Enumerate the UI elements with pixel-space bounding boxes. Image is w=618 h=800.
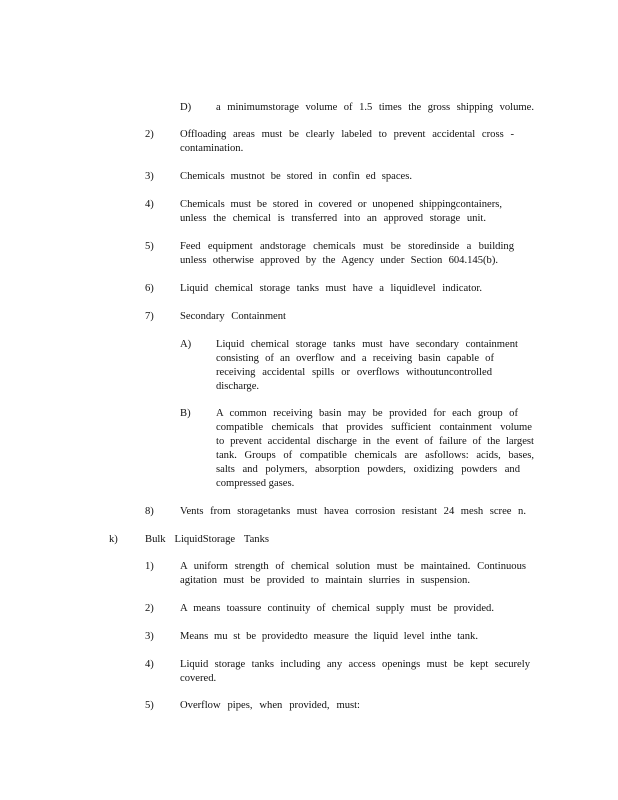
- item-text-3: [180, 170, 412, 184]
- item-label-2: 2): [145, 129, 154, 140]
- text-line: Liquid chemical storage tanks must have secondary containment: [216, 339, 518, 350]
- section-heading: Bulk LiquidStorage Tanks: [145, 534, 269, 545]
- item-text-5: [180, 240, 514, 268]
- item-text-7: [180, 310, 286, 324]
- section-label-k: k): [109, 534, 118, 545]
- item-text-k1: [180, 560, 526, 588]
- item-text-8: [180, 505, 526, 519]
- text-line: tank. Groups of compatible chemicals are asfollows: acids, bases,: [216, 450, 534, 461]
- text-line: agitation must be provided to maintain slurries in suspension.: [180, 575, 470, 586]
- text-line: Vents from storagetanks must havea corrosion resistant 24 mesh scree n.: [180, 506, 526, 517]
- item-text-2: [180, 128, 514, 156]
- item-label-5: 5): [145, 241, 154, 252]
- text-line: a minimumstorage volume of 1.5 times the gross shipping volume.: [216, 102, 534, 113]
- item-label-4: 4): [145, 199, 154, 210]
- text-line: consisting of an overflow and a receiving basin capable of: [216, 353, 494, 364]
- text-line: Liquid storage tanks including any access openings must be kept securely: [180, 659, 530, 670]
- item-label-7a: A): [180, 339, 192, 350]
- item-label-7b: B): [180, 408, 191, 419]
- text-line: Liquid chemical storage tanks must have a liquidlevel indicator.: [180, 283, 482, 294]
- item-text-k3: [180, 630, 478, 644]
- item-text-k4: [180, 658, 530, 686]
- item-label-k4: 4): [145, 659, 154, 670]
- item-text-d: [216, 101, 534, 115]
- text-line: Feed equipment andstorage chemicals must be storedinside a building: [180, 241, 514, 252]
- text-line: A means toassure continuity of chemical supply must be provided.: [180, 603, 494, 614]
- text-line: receiving accidental spills or overflows withoutuncontrolled: [216, 367, 492, 378]
- text-line: Chemicals must be stored in covered or unopened shippingcontainers,: [180, 199, 502, 210]
- text-line: Overflow pipes, when provided, must:: [180, 700, 360, 711]
- item-text-k2: [180, 602, 494, 616]
- item-label-k5: 5): [145, 700, 154, 711]
- section-heading: Secondary Containment: [180, 311, 286, 322]
- item-text-7a: [216, 338, 518, 394]
- text-line: A uniform strength of chemical solution must be maintained. Continuous: [180, 561, 526, 572]
- item-label-3: 3): [145, 171, 154, 182]
- text-line: to prevent accidental discharge in the event of failure of the largest: [216, 436, 534, 447]
- item-text-k5: [180, 699, 360, 713]
- text-line: covered.: [180, 673, 217, 684]
- text-line: contamination.: [180, 143, 244, 154]
- text-line: unless otherwise approved by the Agency under Section 604.145(b).: [180, 255, 498, 266]
- item-label-7: 7): [145, 311, 154, 322]
- text-line: Means mu st be providedto measure the liquid level inthe tank.: [180, 631, 478, 642]
- text-line: Chemicals mustnot be stored in confin ed spaces.: [180, 171, 412, 182]
- text-line: Offloading areas must be clearly labeled to prevent accidental cross -: [180, 129, 514, 140]
- item-label-k2: 2): [145, 603, 154, 614]
- item-label-d: D): [180, 102, 192, 113]
- item-label-8: 8): [145, 506, 154, 517]
- text-line: salts and polymers, absorption powders, oxidizing powders and: [216, 464, 520, 475]
- section-heading-k: [145, 533, 269, 547]
- text-line: A common receiving basin may be provided for each group of: [216, 408, 518, 419]
- item-text-6: [180, 282, 482, 296]
- text-line: unless the chemical is transferred into an approved storage unit.: [180, 213, 486, 224]
- text-line: compressed gases.: [216, 478, 295, 489]
- item-text-7b: [216, 407, 534, 491]
- item-label-k3: 3): [145, 631, 154, 642]
- item-label-k1: 1): [145, 561, 154, 572]
- item-label-6: 6): [145, 283, 154, 294]
- text-line: discharge.: [216, 381, 260, 392]
- text-line: compatible chemicals that provides sufficient containment volume: [216, 422, 532, 433]
- item-text-4: [180, 198, 502, 226]
